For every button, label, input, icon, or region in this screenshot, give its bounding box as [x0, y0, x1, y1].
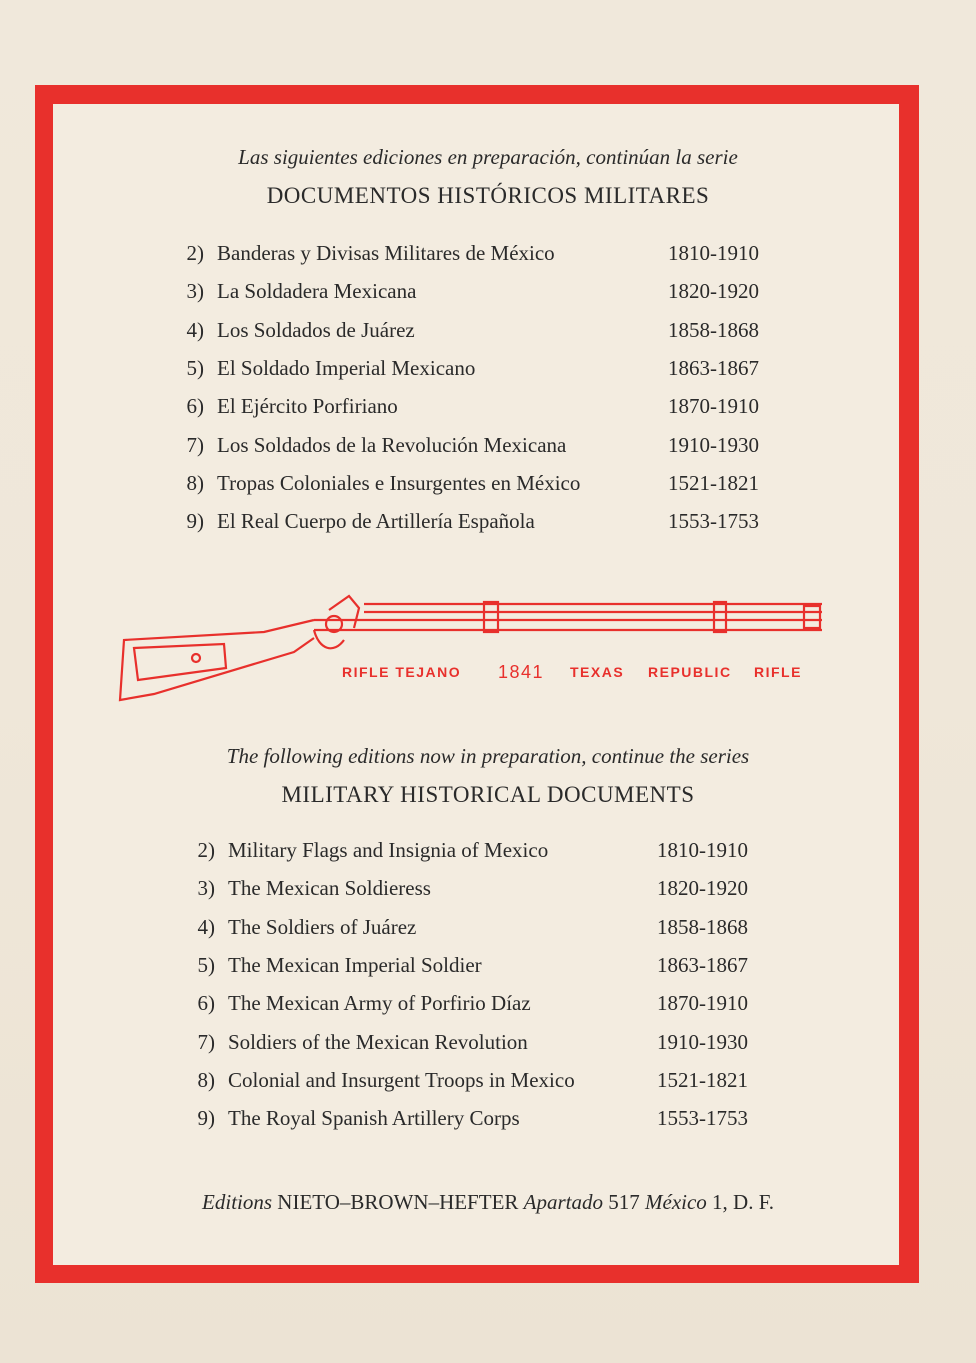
list-item — [183, 837, 763, 863]
list-item — [183, 952, 763, 978]
item-number: 6) — [197, 991, 215, 1016]
item-title: Colonial and Insurgent Troops in Mexico — [228, 1067, 575, 1092]
publisher-footer — [0, 1190, 976, 1215]
item-years: 1521-1821 — [657, 1067, 748, 1092]
item-title: El Soldado Imperial Mexicano — [217, 355, 476, 380]
item-title: Banderas y Divisas Militares de México — [217, 241, 555, 265]
list-item — [172, 432, 772, 458]
item-title: La Soldadera Mexicana — [217, 279, 417, 304]
english-intro: The following editions now in preparation, continue the series — [226, 744, 750, 768]
item-years: 1910-1930 — [657, 1029, 748, 1054]
item-title: El Real Cuerpo de Artillería Española — [217, 509, 535, 534]
item-years: 1870-1910 — [668, 394, 759, 419]
list-item — [183, 875, 763, 901]
item-number: 4) — [186, 317, 204, 342]
list-item — [172, 278, 772, 304]
item-number: 5) — [197, 952, 215, 977]
footer-city: México — [645, 1190, 707, 1214]
list-item — [183, 914, 763, 940]
list-item — [183, 1029, 763, 1055]
item-title: The Soldiers of Juárez — [228, 914, 417, 939]
list-item — [172, 317, 772, 343]
item-years: 1553-1753 — [668, 509, 759, 534]
rifle-label-year: 1841 — [498, 662, 545, 682]
item-number: 8) — [186, 470, 204, 495]
item-title: The Royal Spanish Artillery Corps — [228, 1106, 520, 1131]
item-number: 3) — [186, 279, 204, 304]
item-title: Soldiers of the Mexican Revolution — [228, 1029, 528, 1054]
item-title: Military Flags and Insignia of Mexico — [228, 838, 549, 862]
item-number: 6) — [186, 394, 204, 419]
item-title: Los Soldados de Juárez — [217, 317, 415, 342]
list-item — [172, 393, 772, 419]
item-number: 2) — [197, 838, 215, 862]
rifle-label-rifle: RIFLE — [754, 664, 802, 680]
footer-district: 1, D. F. — [712, 1190, 774, 1214]
rifle-label-texas: TEXAS — [570, 664, 625, 680]
item-title: The Mexican Army of Porfirio Díaz — [228, 991, 531, 1016]
spanish-series-title: DOCUMENTOS HISTÓRICOS MILITARES — [266, 183, 710, 208]
english-series-title: MILITARY HISTORICAL DOCUMENTS — [281, 782, 695, 807]
list-item — [172, 240, 772, 266]
item-number: 9) — [186, 509, 204, 534]
list-item — [172, 355, 772, 381]
item-title: The Mexican Soldieress — [228, 876, 431, 901]
list-item — [172, 508, 772, 534]
item-number: 3) — [197, 876, 215, 901]
item-number: 2) — [186, 241, 204, 265]
spanish-intro: Las siguientes ediciones en preparación, continúan la serie — [238, 145, 738, 169]
item-years: 1870-1910 — [657, 991, 748, 1016]
list-item — [172, 470, 772, 496]
item-number: 9) — [197, 1106, 215, 1131]
item-number: 8) — [197, 1067, 215, 1092]
item-title: Tropas Coloniales e Insurgentes en México — [217, 470, 581, 495]
item-years: 1521-1821 — [668, 470, 759, 495]
item-title: El Ejército Porfiriano — [217, 394, 398, 419]
list-item — [183, 1067, 763, 1093]
footer-editions: Editions — [202, 1190, 273, 1214]
item-number: 4) — [197, 914, 215, 939]
rifle-label-republic: REPUBLIC — [648, 664, 732, 680]
list-item — [183, 1105, 763, 1131]
item-years: 1858-1868 — [657, 914, 748, 939]
item-years: 1863-1867 — [657, 952, 748, 977]
footer-apartado: Apartado — [523, 1190, 603, 1214]
item-years: 1810-1910 — [668, 241, 759, 265]
item-title: The Mexican Imperial Soldier — [228, 952, 482, 977]
item-years: 1820-1920 — [668, 279, 759, 304]
item-years: 1858-1868 — [668, 317, 759, 342]
item-years: 1820-1920 — [657, 876, 748, 901]
list-item — [183, 990, 763, 1016]
item-number: 7) — [186, 432, 204, 457]
footer-box: 517 — [608, 1190, 640, 1214]
item-title: Los Soldados de la Revolución Mexicana — [217, 432, 567, 457]
item-years: 1863-1867 — [668, 355, 759, 380]
rifle-label-left: RIFLE TEJANO — [342, 664, 462, 680]
rifle-illustration — [114, 588, 826, 708]
footer-publisher: NIETO–BROWN–HEFTER — [277, 1190, 519, 1214]
item-years: 1553-1753 — [657, 1106, 748, 1131]
item-years: 1810-1910 — [657, 838, 748, 862]
item-number: 7) — [197, 1029, 215, 1054]
item-number: 5) — [186, 355, 204, 380]
item-years: 1910-1930 — [668, 432, 759, 457]
